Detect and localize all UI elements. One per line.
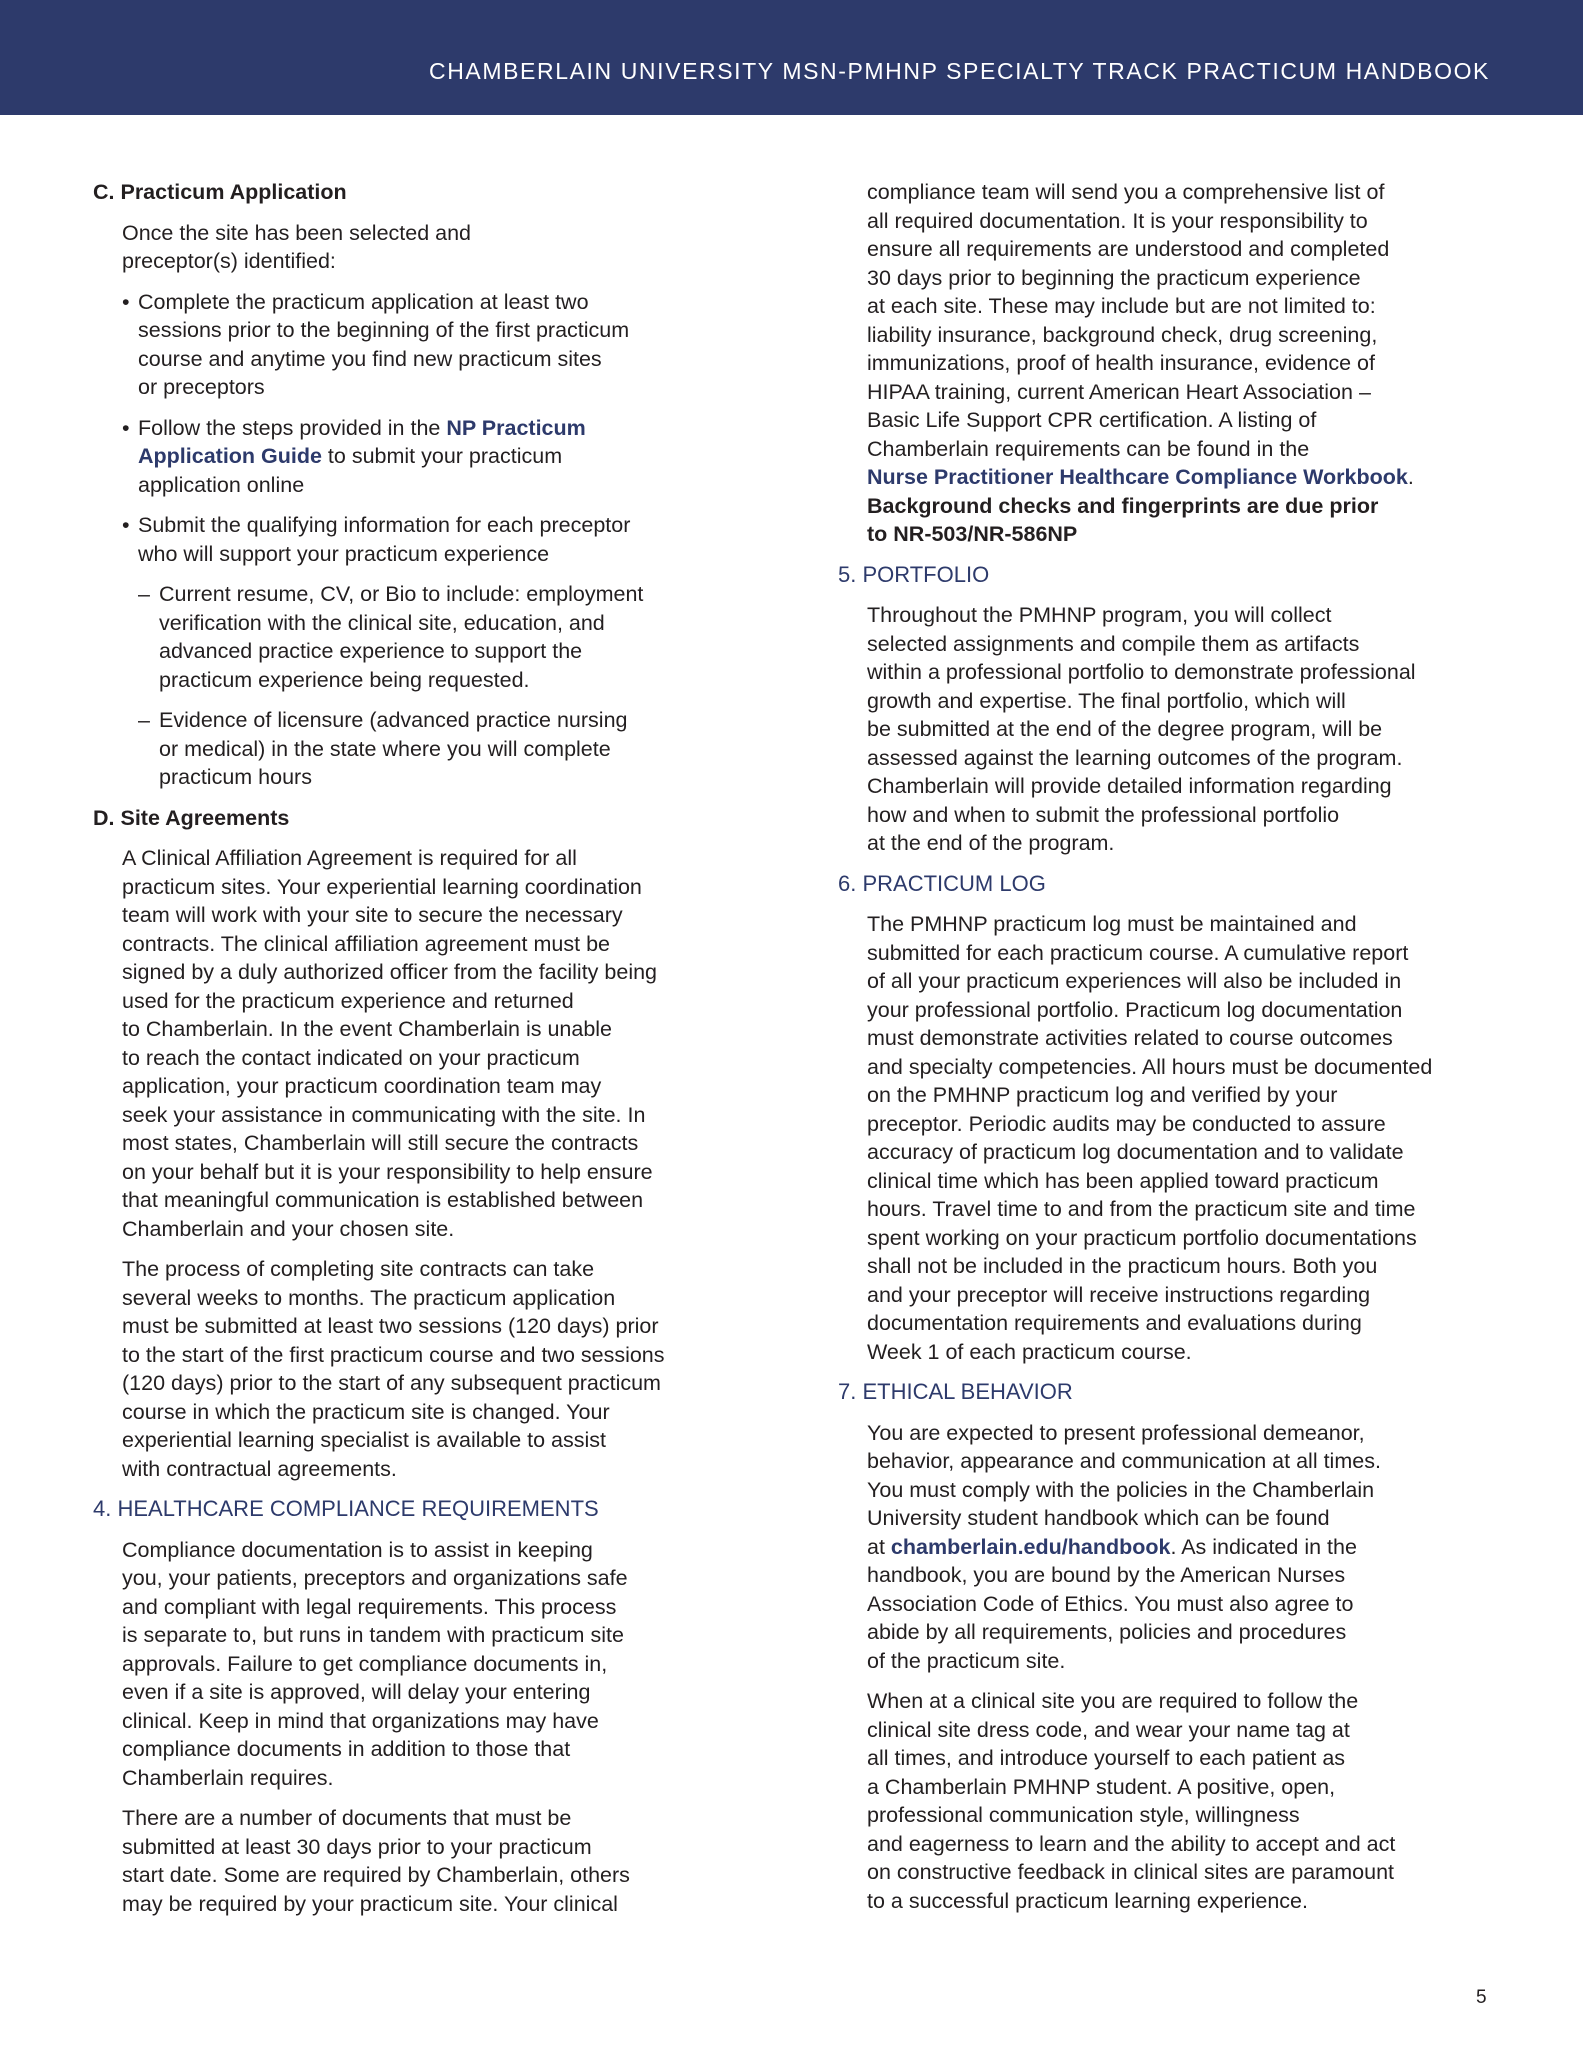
bold-notice: to NR-503/NR-586NP (867, 522, 1078, 546)
section-heading: 7. ETHICAL BEHAVIOR (838, 1379, 1073, 1404)
section-heading: C. Practicum Application (93, 180, 347, 204)
section-heading: 6. PRACTICUM LOG (838, 870, 1046, 896)
bullet-item: • Complete the practicum application at least two sessions prior to the beginning of the first practicum course and anytime you find new practicum sites or preceptors (122, 289, 630, 399)
handbook-link[interactable]: chamberlain.edu/handbook (890, 1534, 1171, 1559)
sub-bullet-item: – Current resume, CV, or Bio to include: employment verification with the clinical site, education, and advanced practice experience to support the practicum experience being requested. (138, 582, 644, 692)
paragraph: Throughout the PMHNP program, you will collect selected assignments and compile them as artifacts within a professional portfolio to demonstrate professional growth and expertise. The final portfolio, which will be submitted at the end of the degree program, will be assessed against the learning outcomes of the program. Chamberlain will provide detailed information regarding how and when to submit the professional portfolio at the end of the program. (867, 603, 1416, 855)
bullet-icon: • (122, 289, 130, 314)
section-ethical-behavior (838, 1378, 1498, 1915)
section-heading: D. Site Agreements (93, 805, 290, 830)
section-practicum-application (93, 178, 743, 792)
paragraph: The process of completing site contracts can take several weeks to months. The practicum application must be submitted at least two sessions (120 days) prior to the start of the first practicum course and two sessions (120 days) prior to the start of any subsequent practicum course in which the practicum site is changed. Your experiential learning specialist is available to assist with contractual agreements. (122, 1257, 665, 1481)
compliance-continued-paragraph: compliance team will send you a comprehensive list of all required documentation. It is your responsibility to ensure all requirements are understood and completed 30 days prior to beginning the practicum experience at each site. These may include but are not limited to: liability insurance, background check, drug screening, immunizations, proof of health insurance, evidence of HIPAA training, current American Heart Association – Basic Life Support CPR certification. A listing of Chamberlain requirements can be found in the Nurse Practitioner Healthcare Compliance Workbook. Background checks and fingerprints are due prior to NR-503/NR-586NP (867, 178, 1498, 549)
paragraph: There are a number of documents that must be submitted at least 30 days prior to your practicum start date. Some are required by Chamberlain, others may be required by your practicum site. Your clinical (122, 1806, 630, 1916)
header-band (0, 0, 1583, 115)
paragraph: You are expected to present professional demeanor, behavior, appearance and communication at all times. You must comply with the policies in the Chamberlain University student handbook which can be found at chamberlain.edu/handbook. As indicated in the handbook, you are bound by the American Nurses Association Code of Ethics. You must also agree to abide by all requirements, policies and procedures of the practicum site. (867, 1420, 1381, 1673)
bold-notice: Background checks and fingerprints are due prior (867, 493, 1379, 518)
page-number: 5 (1476, 1987, 1487, 2008)
bullet-icon: • (122, 513, 130, 537)
sub-bullet-item: – Evidence of licensure (advanced practice nursing or medical) in the state where you will complete practicum hours (138, 708, 628, 789)
paragraph: The PMHNP practicum log must be maintained and submitted for each practicum course. A cumulative report of all your practicum experiences will also be included in your professional portfolio. Practicum log documentation must demonstrate activities related to course outcomes and specialty competencies. All hours must be documented on the PMHNP practicum log and verified by your preceptor. Periodic audits may be conducted to assure accuracy of practicum log documentation and to validate clinical time which has been applied toward practicum hours. Travel time to and from the practicum site and time spent working on your practicum portfolio documentations shall not be included in the practicum hours. Both you and your preceptor will receive instructions regarding documentation requirements and evaluations during Week 1 of each practicum course. (867, 912, 1433, 1364)
section-practicum-log (838, 870, 1498, 1367)
section-healthcare-compliance (93, 1495, 743, 1918)
np-practicum-guide-link[interactable]: NP Practicum (446, 415, 586, 440)
bullet-item: • Submit the qualifying information for each preceptor who will support your practicum experience (122, 513, 631, 566)
np-practicum-guide-link[interactable]: Application Guide (138, 444, 322, 468)
paragraph: A Clinical Affiliation Agreement is required for all practicum sites. Your experiential learning coordination team will work with your site to secure the necessary contracts. The clinical affiliation agreement must be signed by a duly authorized officer from the facility being used for the practicum experience and returned to Chamberlain. In the event Chamberlain is unable to reach the contact indicated on your practicum application, your practicum coordination team may seek your assistance in communicating with the site. In most states, Chamberlain will still secure the contracts on your behalf but it is your responsibility to help ensure that meaningful communication is established between Chamberlain and your chosen site. (122, 846, 658, 1241)
bullet-icon: • (122, 415, 130, 440)
intro-paragraph: Once the site has been selected and preceptor(s) identified: (122, 220, 472, 273)
dash-icon: – (138, 708, 150, 732)
paragraph: When at a clinical site you are required to follow the clinical site dress code, and wear your name tag at all times, and introduce yourself to each patient as a Chamberlain PMHNP student. A positive, open, professional communication style, willingness and eagerness to learn and the ability to accept and act on constructive feedback in clinical sites are paramount to a successful practicum learning experience. (867, 1689, 1396, 1913)
section-site-agreements (93, 804, 743, 1484)
section-heading: 5. PORTFOLIO (838, 561, 990, 587)
section-portfolio (838, 561, 1498, 858)
section-heading: 4. HEALTHCARE COMPLIANCE REQUIREMENTS (93, 1496, 599, 1521)
right-column (838, 178, 1498, 1927)
paragraph: Compliance documentation is to assist in keeping you, your patients, preceptors and organizations safe and compliant with legal requirements. This process is separate to, but runs in tandem with practicum site approvals. Failure to get compliance documents in, even if a site is approved, will delay your entering clinical. Keep in mind that organizations may have compliance documents in addition to those that Chamberlain requires. (122, 1537, 628, 1790)
compliance-workbook-link[interactable]: Nurse Practitioner Healthcare Compliance Workbook (867, 465, 1408, 489)
left-column (93, 178, 743, 1930)
document-title: CHAMBERLAIN UNIVERSITY MSN-PMHNP SPECIALTY TRACK PRACTICUM HANDBOOK (428, 58, 1490, 84)
dash-icon: – (138, 582, 150, 606)
bullet-item: • Follow the steps provided in the NP Practicum Application Guide to submit your practicum application online (122, 415, 586, 497)
